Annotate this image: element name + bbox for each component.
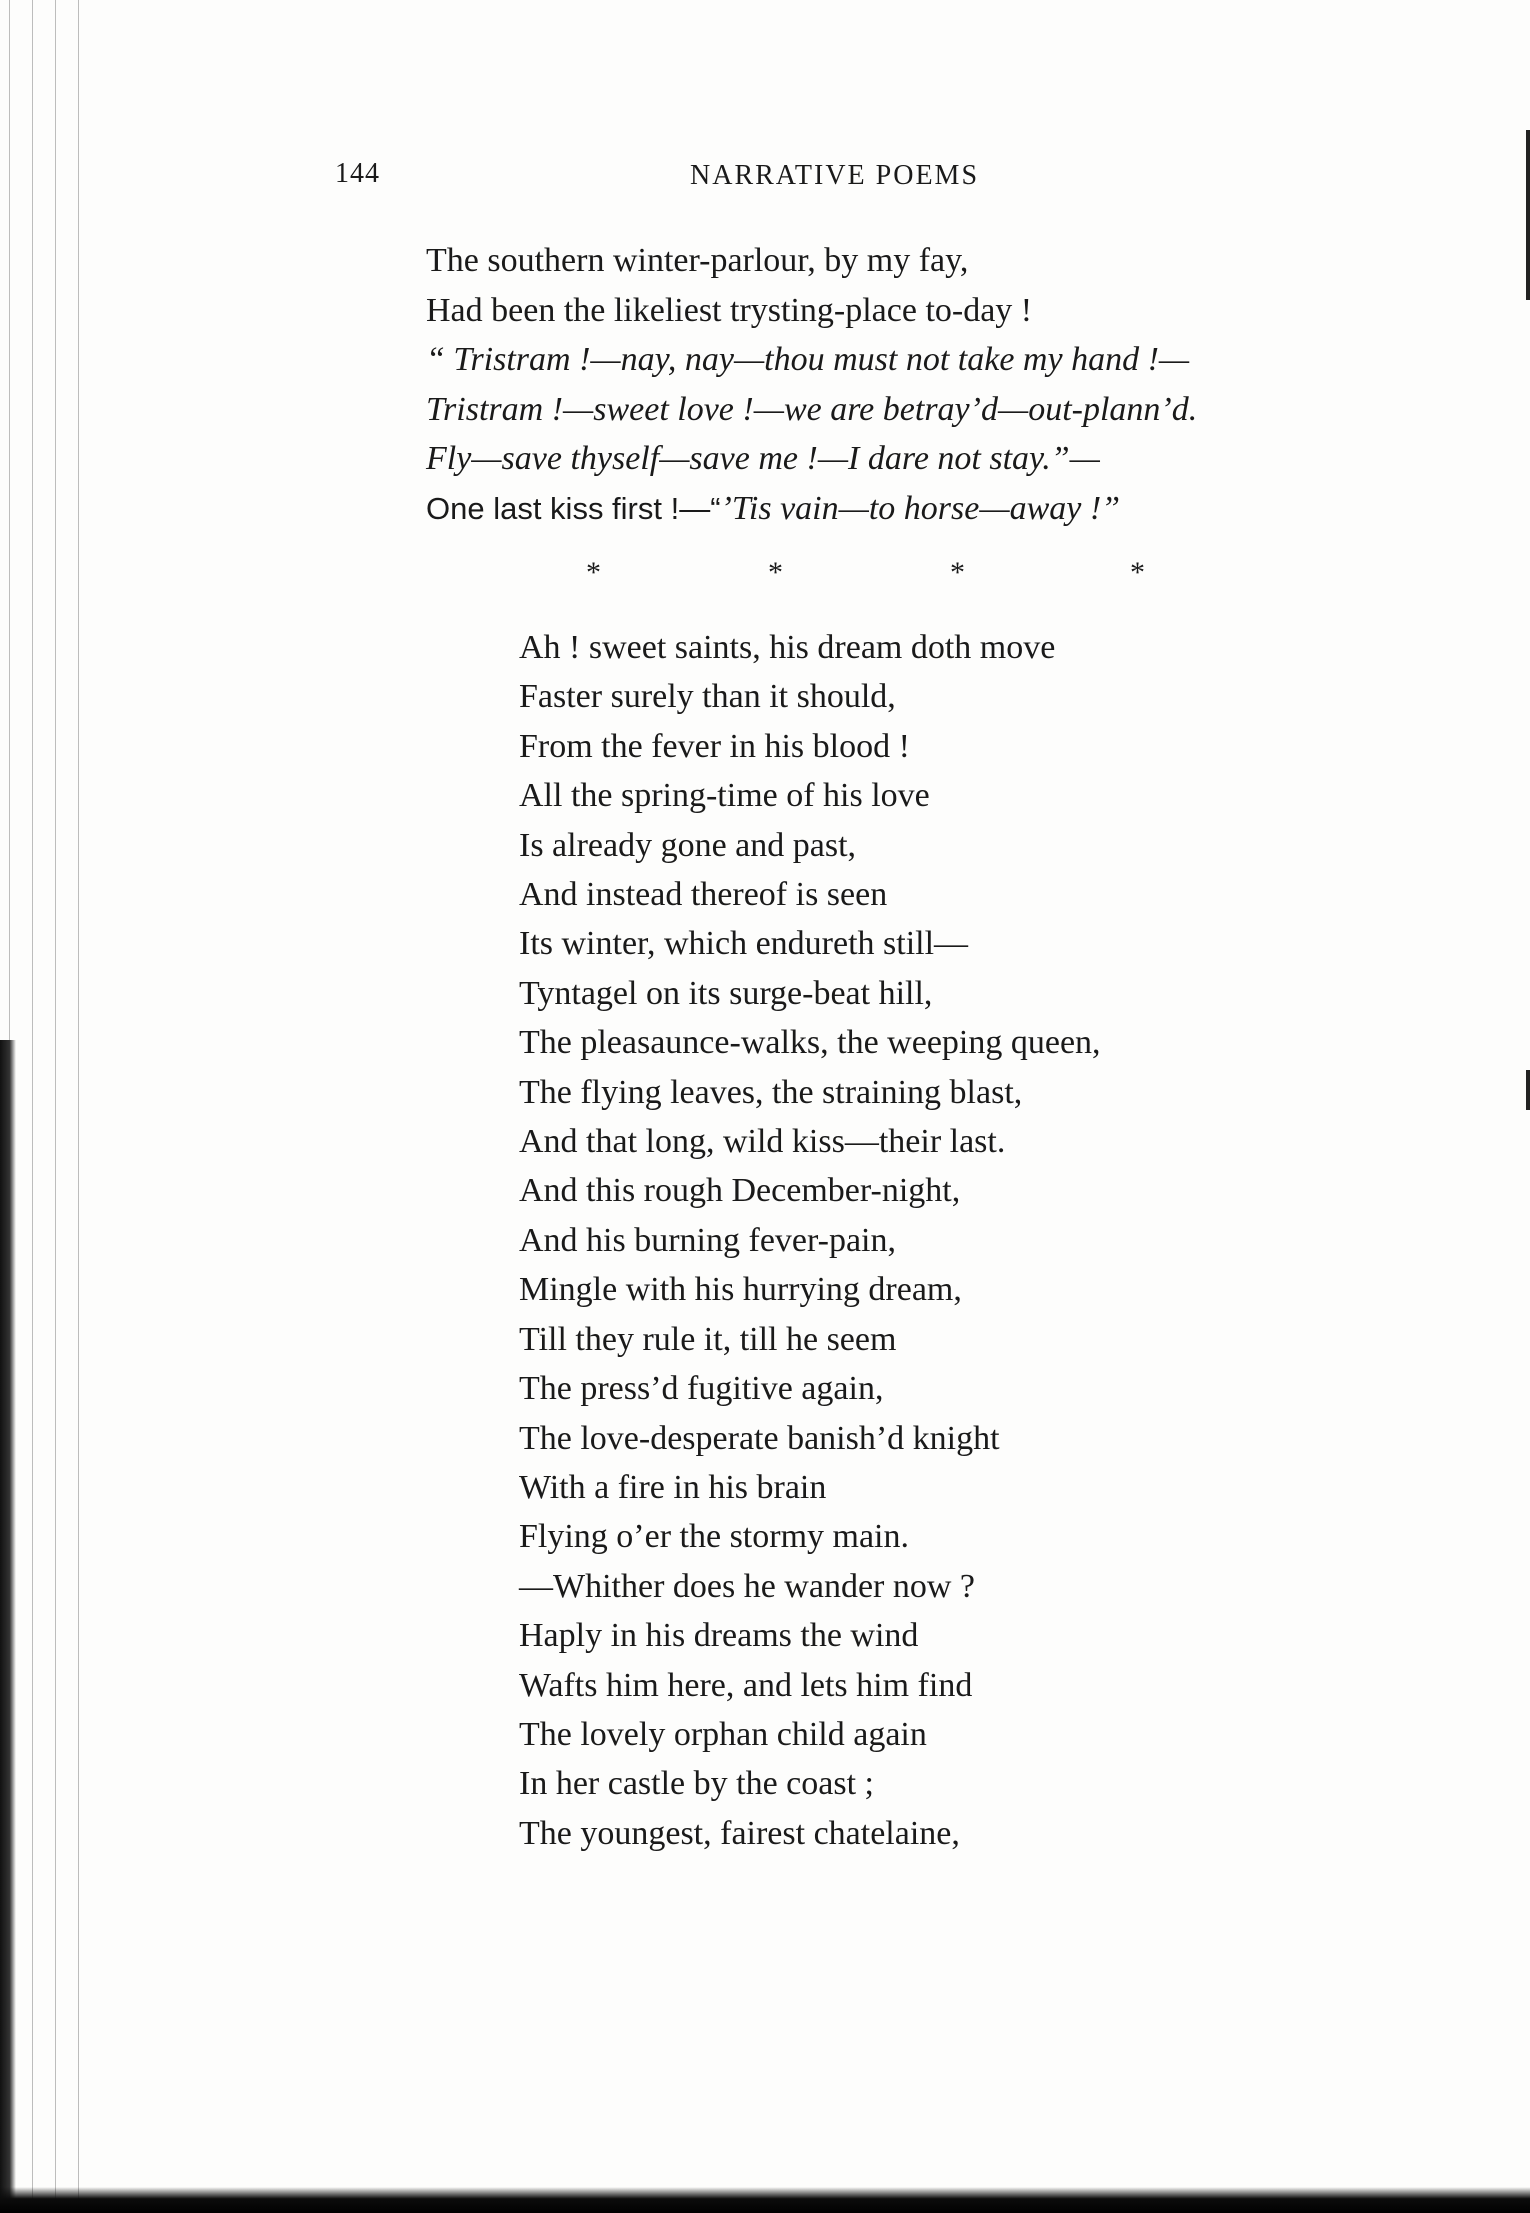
verse-line: Tristram !—sweet love !—we are betray’d—out-plann’d. [426,390,1198,428]
verse-line: Had been the likeliest trysting-place to-day ! [426,291,1033,329]
verse-line: And this rough December-night, [519,1172,961,1210]
verse-line-roman: One last kiss first !—“ [426,490,721,526]
binding-edge [0,1040,16,2213]
verse-line: Fly—save thyself—save me !—I dare not stay.”— [426,440,1100,477]
scan-edge [0,2187,1530,2213]
running-head [0,158,1530,198]
verse-line: And that long, wild kiss—their last. [519,1123,1006,1161]
verse-line: The love-desperate banish’d knight [519,1419,1000,1457]
verse-line: Flying o’er the stormy main. [519,1518,910,1556]
section-title: NARRATIVE POEMS [690,160,980,191]
verse-line: Its winter, which endureth still— [519,925,969,963]
verse-line: The southern winter-parlour, by my fay, [426,242,969,279]
verse-line: Faster surely than it should, [519,678,896,716]
verse-line: From the fever in his blood ! [519,727,910,765]
verse-line: And instead thereof is seen [519,876,888,914]
verse-line: The pleasaunce-walks, the weeping queen, [519,1024,1101,1062]
verse-line: The press’d fugitive again, [519,1370,884,1408]
verse-line: Haply in his dreams the wind [519,1617,919,1655]
verse-line: Wafts him here, and lets him find [519,1666,973,1704]
verse-line: —Whither does he wander now ? [519,1567,976,1605]
asterisk: * [586,556,601,589]
verse-line: Ah ! sweet saints, his dream doth move [519,629,1056,666]
verse-line: With a fire in his brain [519,1468,827,1506]
verse-line: In her castle by the coast ; [519,1765,874,1803]
asterisk: * [950,556,965,589]
page-edge-mark [1526,1070,1530,1110]
verse-line: The youngest, fairest chatelaine, [519,1814,960,1852]
verse-line: Mingle with his hurrying dream, [519,1271,962,1309]
stanza-two [519,623,1419,1858]
verse-line [426,484,1446,534]
asterisk: * [768,556,783,589]
verse-line: Tyntagel on its surge-beat hill, [519,974,933,1012]
section-break [0,556,1530,596]
stanza-one [426,236,1446,533]
verse-line: The lovely orphan child again [519,1715,927,1753]
asterisk: * [1130,556,1145,589]
page-number: 144 [335,158,380,189]
page-edge-mark [1526,130,1530,300]
verse-line: “ Tristram !—nay, nay—thou must not take my hand !— [426,341,1190,378]
verse-line: The flying leaves, the straining blast, [519,1073,1023,1111]
verse-line: All the spring-time of his love [519,777,930,815]
verse-line: Is already gone and past, [519,826,857,864]
verse-line: Till they rule it, till he seem [519,1320,897,1358]
verse-line-italic: ’Tis vain—to horse—away !” [720,489,1121,527]
verse-line: And his burning fever-pain, [519,1221,897,1259]
